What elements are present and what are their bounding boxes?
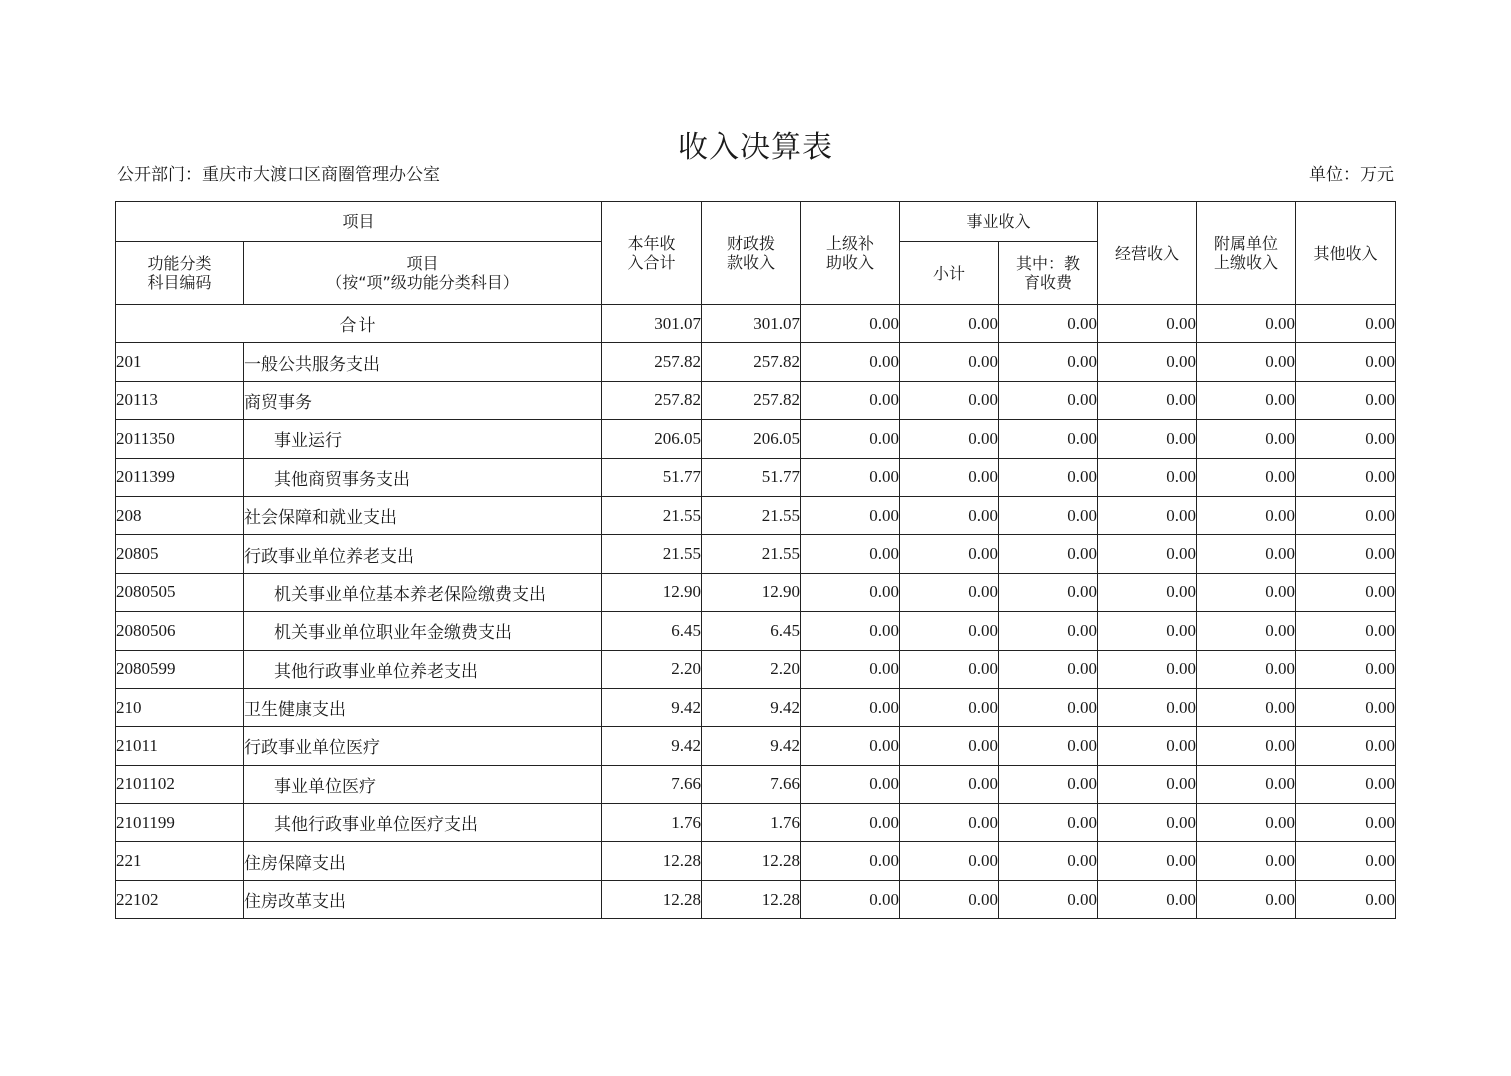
total-total: 301.07: [602, 305, 702, 343]
row-subtotal: 0.00: [900, 688, 999, 726]
row-edu: 0.00: [999, 573, 1098, 611]
row-affiliated: 0.00: [1197, 804, 1296, 842]
row-operating: 0.00: [1098, 688, 1197, 726]
total-affiliated: 0.00: [1197, 305, 1296, 343]
row-subtotal: 0.00: [900, 765, 999, 803]
row-other: 0.00: [1296, 842, 1396, 880]
row-total: 6.45: [602, 612, 702, 650]
table-row: [116, 612, 1396, 650]
row-fiscal: 9.42: [702, 727, 801, 765]
row-operating: 0.00: [1098, 496, 1197, 534]
row-total: 257.82: [602, 343, 702, 381]
row-operating: 0.00: [1098, 381, 1197, 419]
header-operating-income: 经营收入: [1098, 202, 1197, 305]
table-row: [116, 765, 1396, 803]
row-code: 2011350: [116, 420, 244, 458]
row-total: 7.66: [602, 765, 702, 803]
row-fiscal: 206.05: [702, 420, 801, 458]
row-total: 51.77: [602, 458, 702, 496]
row-fiscal: 2.20: [702, 650, 801, 688]
row-affiliated: 0.00: [1197, 688, 1296, 726]
row-name: 社会保障和就业支出: [244, 496, 602, 534]
row-subtotal: 0.00: [900, 880, 999, 918]
row-other: 0.00: [1296, 343, 1396, 381]
row-fiscal: 1.76: [702, 804, 801, 842]
header-business-income-group: 事业收入: [900, 202, 1098, 242]
row-edu: 0.00: [999, 650, 1098, 688]
row-name: 机关事业单位基本养老保险缴费支出: [244, 573, 602, 611]
row-subtotal: 0.00: [900, 573, 999, 611]
row-superior: 0.00: [801, 343, 900, 381]
header-other-income: 其他收入: [1296, 202, 1396, 305]
header-business-subtotal: 小计: [900, 242, 999, 305]
total-operating: 0.00: [1098, 305, 1197, 343]
row-edu: 0.00: [999, 343, 1098, 381]
row-operating: 0.00: [1098, 420, 1197, 458]
row-superior: 0.00: [801, 727, 900, 765]
row-superior: 0.00: [801, 688, 900, 726]
row-edu: 0.00: [999, 727, 1098, 765]
row-other: 0.00: [1296, 535, 1396, 573]
row-affiliated: 0.00: [1197, 343, 1296, 381]
row-fiscal: 257.82: [702, 381, 801, 419]
row-edu: 0.00: [999, 842, 1098, 880]
row-operating: 0.00: [1098, 573, 1197, 611]
header-fiscal-income: 财政拨 款收入: [702, 202, 801, 305]
row-operating: 0.00: [1098, 458, 1197, 496]
row-edu: 0.00: [999, 804, 1098, 842]
row-fiscal: 12.90: [702, 573, 801, 611]
row-code: 2101102: [116, 765, 244, 803]
total-superior: 0.00: [801, 305, 900, 343]
row-name: 行政事业单位医疗: [244, 727, 602, 765]
header-func-code: 功能分类 科目编码: [116, 242, 244, 305]
row-fiscal: 51.77: [702, 458, 801, 496]
row-other: 0.00: [1296, 496, 1396, 534]
table-row: [116, 573, 1396, 611]
row-fiscal: 12.28: [702, 880, 801, 918]
row-subtotal: 0.00: [900, 650, 999, 688]
row-name: 事业单位医疗: [244, 765, 602, 803]
header-affiliated-income: 附属单位 上缴收入: [1197, 202, 1296, 305]
total-other: 0.00: [1296, 305, 1396, 343]
row-total: 9.42: [602, 727, 702, 765]
row-subtotal: 0.00: [900, 842, 999, 880]
row-affiliated: 0.00: [1197, 420, 1296, 458]
row-affiliated: 0.00: [1197, 880, 1296, 918]
row-subtotal: 0.00: [900, 535, 999, 573]
row-code: 208: [116, 496, 244, 534]
row-fiscal: 6.45: [702, 612, 801, 650]
row-affiliated: 0.00: [1197, 650, 1296, 688]
row-name: 商贸事务: [244, 381, 602, 419]
row-operating: 0.00: [1098, 765, 1197, 803]
row-other: 0.00: [1296, 573, 1396, 611]
row-operating: 0.00: [1098, 535, 1197, 573]
row-superior: 0.00: [801, 420, 900, 458]
row-edu: 0.00: [999, 496, 1098, 534]
row-code: 2080505: [116, 573, 244, 611]
row-name: 机关事业单位职业年金缴费支出: [244, 612, 602, 650]
row-code: 2080599: [116, 650, 244, 688]
row-code: 2101199: [116, 804, 244, 842]
row-edu: 0.00: [999, 612, 1098, 650]
row-name: 其他商贸事务支出: [244, 458, 602, 496]
row-superior: 0.00: [801, 880, 900, 918]
row-other: 0.00: [1296, 420, 1396, 458]
row-affiliated: 0.00: [1197, 458, 1296, 496]
row-total: 21.55: [602, 535, 702, 573]
page-title: 收入决算表: [678, 130, 833, 165]
row-superior: 0.00: [801, 496, 900, 534]
row-code: 20805: [116, 535, 244, 573]
table-row: [116, 880, 1396, 918]
row-code: 20113: [116, 381, 244, 419]
table-row: [116, 804, 1396, 842]
row-total: 257.82: [602, 381, 702, 419]
row-edu: 0.00: [999, 765, 1098, 803]
row-affiliated: 0.00: [1197, 727, 1296, 765]
row-total: 2.20: [602, 650, 702, 688]
row-subtotal: 0.00: [900, 496, 999, 534]
row-other: 0.00: [1296, 381, 1396, 419]
row-subtotal: 0.00: [900, 804, 999, 842]
table-row: [116, 727, 1396, 765]
row-total: 21.55: [602, 496, 702, 534]
row-subtotal: 0.00: [900, 381, 999, 419]
row-fiscal: 21.55: [702, 535, 801, 573]
row-total: 206.05: [602, 420, 702, 458]
row-superior: 0.00: [801, 842, 900, 880]
row-total: 12.90: [602, 573, 702, 611]
row-other: 0.00: [1296, 688, 1396, 726]
row-other: 0.00: [1296, 804, 1396, 842]
row-affiliated: 0.00: [1197, 842, 1296, 880]
row-superior: 0.00: [801, 573, 900, 611]
row-name: 事业运行: [244, 420, 602, 458]
table-row: [116, 381, 1396, 419]
row-superior: 0.00: [801, 650, 900, 688]
row-fiscal: 7.66: [702, 765, 801, 803]
table-row: [116, 458, 1396, 496]
row-operating: 0.00: [1098, 343, 1197, 381]
row-name: 卫生健康支出: [244, 688, 602, 726]
row-code: 221: [116, 842, 244, 880]
table-row: [116, 496, 1396, 534]
header-item-name: 项目 （按“项”级功能分类科目）: [244, 242, 602, 305]
row-superior: 0.00: [801, 535, 900, 573]
row-affiliated: 0.00: [1197, 496, 1296, 534]
income-report-table: [115, 201, 1396, 919]
row-operating: 0.00: [1098, 804, 1197, 842]
row-name: 行政事业单位养老支出: [244, 535, 602, 573]
row-other: 0.00: [1296, 765, 1396, 803]
row-affiliated: 0.00: [1197, 535, 1296, 573]
header-superior-subsidy: 上级补 助收入: [801, 202, 900, 305]
row-affiliated: 0.00: [1197, 765, 1296, 803]
row-edu: 0.00: [999, 381, 1098, 419]
row-operating: 0.00: [1098, 880, 1197, 918]
department-label: 公开部门：重庆市大渡口区商圈管理办公室: [117, 165, 440, 185]
row-fiscal: 257.82: [702, 343, 801, 381]
total-row: [116, 305, 1396, 343]
row-superior: 0.00: [801, 381, 900, 419]
row-name: 其他行政事业单位养老支出: [244, 650, 602, 688]
row-other: 0.00: [1296, 612, 1396, 650]
row-name: 住房改革支出: [244, 880, 602, 918]
row-subtotal: 0.00: [900, 727, 999, 765]
table-row: [116, 688, 1396, 726]
row-superior: 0.00: [801, 458, 900, 496]
row-edu: 0.00: [999, 688, 1098, 726]
table-row: [116, 420, 1396, 458]
row-subtotal: 0.00: [900, 420, 999, 458]
row-subtotal: 0.00: [900, 612, 999, 650]
row-code: 2080506: [116, 612, 244, 650]
table-row: [116, 535, 1396, 573]
header-total-income: 本年收 入合计: [602, 202, 702, 305]
row-edu: 0.00: [999, 458, 1098, 496]
row-operating: 0.00: [1098, 727, 1197, 765]
row-edu: 0.00: [999, 420, 1098, 458]
row-name: 住房保障支出: [244, 842, 602, 880]
row-other: 0.00: [1296, 458, 1396, 496]
row-code: 210: [116, 688, 244, 726]
row-code: 201: [116, 343, 244, 381]
row-fiscal: 9.42: [702, 688, 801, 726]
total-fiscal: 301.07: [702, 305, 801, 343]
row-name: 一般公共服务支出: [244, 343, 602, 381]
total-edu: 0.00: [999, 305, 1098, 343]
row-fiscal: 12.28: [702, 842, 801, 880]
row-superior: 0.00: [801, 765, 900, 803]
row-affiliated: 0.00: [1197, 381, 1296, 419]
row-other: 0.00: [1296, 880, 1396, 918]
row-fiscal: 21.55: [702, 496, 801, 534]
row-other: 0.00: [1296, 650, 1396, 688]
row-affiliated: 0.00: [1197, 573, 1296, 611]
row-code: 21011: [116, 727, 244, 765]
row-superior: 0.00: [801, 804, 900, 842]
row-total: 12.28: [602, 842, 702, 880]
row-operating: 0.00: [1098, 612, 1197, 650]
row-edu: 0.00: [999, 535, 1098, 573]
header-education-fees: 其中：教 育收费: [999, 242, 1098, 305]
header-item-group: 项目: [116, 202, 602, 242]
row-total: 12.28: [602, 880, 702, 918]
row-superior: 0.00: [801, 612, 900, 650]
row-edu: 0.00: [999, 880, 1098, 918]
unit-label: 单位：万元: [1309, 165, 1394, 185]
total-subtotal: 0.00: [900, 305, 999, 343]
total-label: 合计: [116, 305, 602, 343]
row-affiliated: 0.00: [1197, 612, 1296, 650]
row-operating: 0.00: [1098, 842, 1197, 880]
row-other: 0.00: [1296, 727, 1396, 765]
table-row: [116, 650, 1396, 688]
row-total: 9.42: [602, 688, 702, 726]
table-row: [116, 343, 1396, 381]
row-code: 22102: [116, 880, 244, 918]
row-total: 1.76: [602, 804, 702, 842]
row-subtotal: 0.00: [900, 343, 999, 381]
row-name: 其他行政事业单位医疗支出: [244, 804, 602, 842]
row-code: 2011399: [116, 458, 244, 496]
table-row: [116, 842, 1396, 880]
row-operating: 0.00: [1098, 650, 1197, 688]
row-subtotal: 0.00: [900, 458, 999, 496]
